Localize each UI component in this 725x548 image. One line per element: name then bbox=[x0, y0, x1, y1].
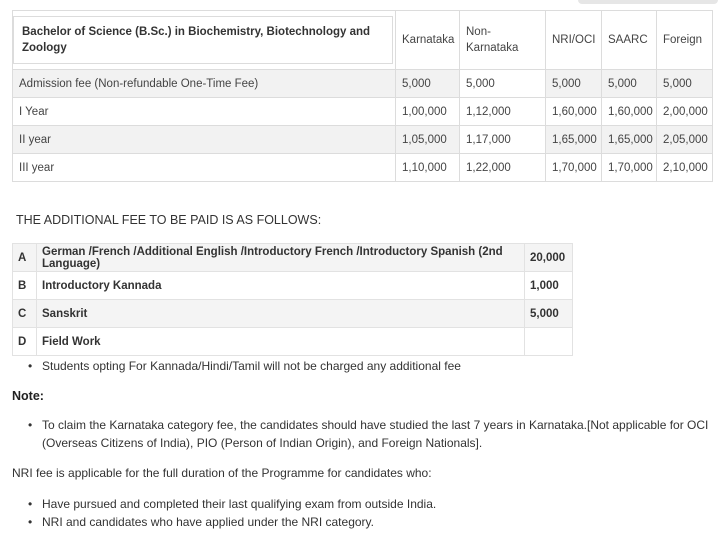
cell-value: 1,10,000 bbox=[396, 154, 460, 182]
row-label: III year bbox=[13, 154, 396, 182]
col-header-non-karnataka: Non-Karnataka bbox=[460, 11, 546, 70]
table-row bbox=[13, 300, 573, 328]
row-item: Introductory Kannada bbox=[37, 272, 525, 300]
col-header-foreign: Foreign bbox=[657, 11, 713, 70]
additional-fee-bullet bbox=[28, 357, 708, 375]
cell-value: 1,70,000 bbox=[546, 154, 602, 182]
row-amount: 20,000 bbox=[525, 244, 573, 272]
additional-fee-table bbox=[12, 243, 573, 356]
row-key: B bbox=[13, 272, 37, 300]
col-header-nri-oci: NRI/OCI bbox=[546, 11, 602, 70]
bullet-dot: • bbox=[28, 497, 33, 511]
table-row bbox=[13, 154, 713, 182]
cell-value: 1,12,000 bbox=[460, 98, 546, 126]
cell-value: 1,65,000 bbox=[602, 126, 657, 154]
cell-value: 2,05,000 bbox=[657, 126, 713, 154]
table-row bbox=[13, 272, 573, 300]
list-item bbox=[28, 495, 708, 513]
cell-value: 1,60,000 bbox=[602, 98, 657, 126]
note-text: To claim the Karnataka category fee, the candidates should have studied the last 7 years in Karnataka.[Not applicable for OCI (Overseas Citizens of India), PIO (Person of Indian Origin), and Foreign Nationals]. bbox=[42, 418, 709, 450]
nri-intro: NRI fee is applicable for the full duration of the Programme for candidates who: bbox=[12, 466, 432, 480]
bullet-dot: • bbox=[28, 515, 33, 529]
cell-value: 1,65,000 bbox=[546, 126, 602, 154]
row-amount bbox=[525, 328, 573, 356]
bullet-text: Students opting For Kannada/Hindi/Tamil will not be charged any additional fee bbox=[42, 359, 461, 373]
table-row bbox=[13, 126, 713, 154]
cell-value: 1,17,000 bbox=[460, 126, 546, 154]
fee-table bbox=[12, 10, 713, 182]
row-amount: 5,000 bbox=[525, 300, 573, 328]
col-header-karnataka: Karnataka bbox=[396, 11, 460, 70]
row-item: Field Work bbox=[37, 328, 525, 356]
row-label: II year bbox=[13, 126, 396, 154]
bullet-dot: • bbox=[28, 418, 33, 432]
row-item: Sanskrit bbox=[37, 300, 525, 328]
list-item-text: NRI and candidates who have applied under the NRI category. bbox=[42, 515, 374, 529]
additional-fee-heading: THE ADDITIONAL FEE TO BE PAID IS AS FOLLOWS: bbox=[16, 213, 322, 227]
row-key: A bbox=[13, 244, 37, 272]
list-item bbox=[28, 513, 708, 531]
top-decorative-bar bbox=[578, 0, 718, 4]
cell-value: 5,000 bbox=[657, 70, 713, 98]
cell-value: 5,000 bbox=[546, 70, 602, 98]
note-label: Note: bbox=[12, 389, 44, 403]
table-row bbox=[13, 244, 573, 272]
fee-table-header-row bbox=[13, 11, 713, 70]
row-key: D bbox=[13, 328, 37, 356]
cell-value: 5,000 bbox=[460, 70, 546, 98]
row-amount: 1,000 bbox=[525, 272, 573, 300]
row-label: I Year bbox=[13, 98, 396, 126]
row-label: Admission fee (Non-refundable One-Time Fee) bbox=[13, 70, 396, 98]
row-key: C bbox=[13, 300, 37, 328]
cell-value: 5,000 bbox=[396, 70, 460, 98]
cell-value: 1,00,000 bbox=[396, 98, 460, 126]
table-row bbox=[13, 328, 573, 356]
table-row bbox=[13, 70, 713, 98]
row-item: German /French /Additional English /Introductory French /Introductory Spanish (2nd Language) bbox=[37, 244, 525, 272]
cell-value: 2,10,000 bbox=[657, 154, 713, 182]
list-item-text: Have pursued and completed their last qualifying exam from outside India. bbox=[42, 497, 437, 511]
cell-value: 1,22,000 bbox=[460, 154, 546, 182]
col-header-saarc: SAARC bbox=[602, 11, 657, 70]
cell-value: 2,00,000 bbox=[657, 98, 713, 126]
cell-value: 5,000 bbox=[602, 70, 657, 98]
programme-name: Bachelor of Science (B.Sc.) in Biochemistry, Biotechnology and Zoology bbox=[13, 16, 393, 64]
cell-value: 1,60,000 bbox=[546, 98, 602, 126]
cell-value: 1,70,000 bbox=[602, 154, 657, 182]
cell-value: 1,05,000 bbox=[396, 126, 460, 154]
bullet-dot: • bbox=[28, 359, 33, 373]
programme-cell bbox=[13, 11, 396, 70]
note-bullet bbox=[28, 416, 712, 452]
table-row bbox=[13, 98, 713, 126]
